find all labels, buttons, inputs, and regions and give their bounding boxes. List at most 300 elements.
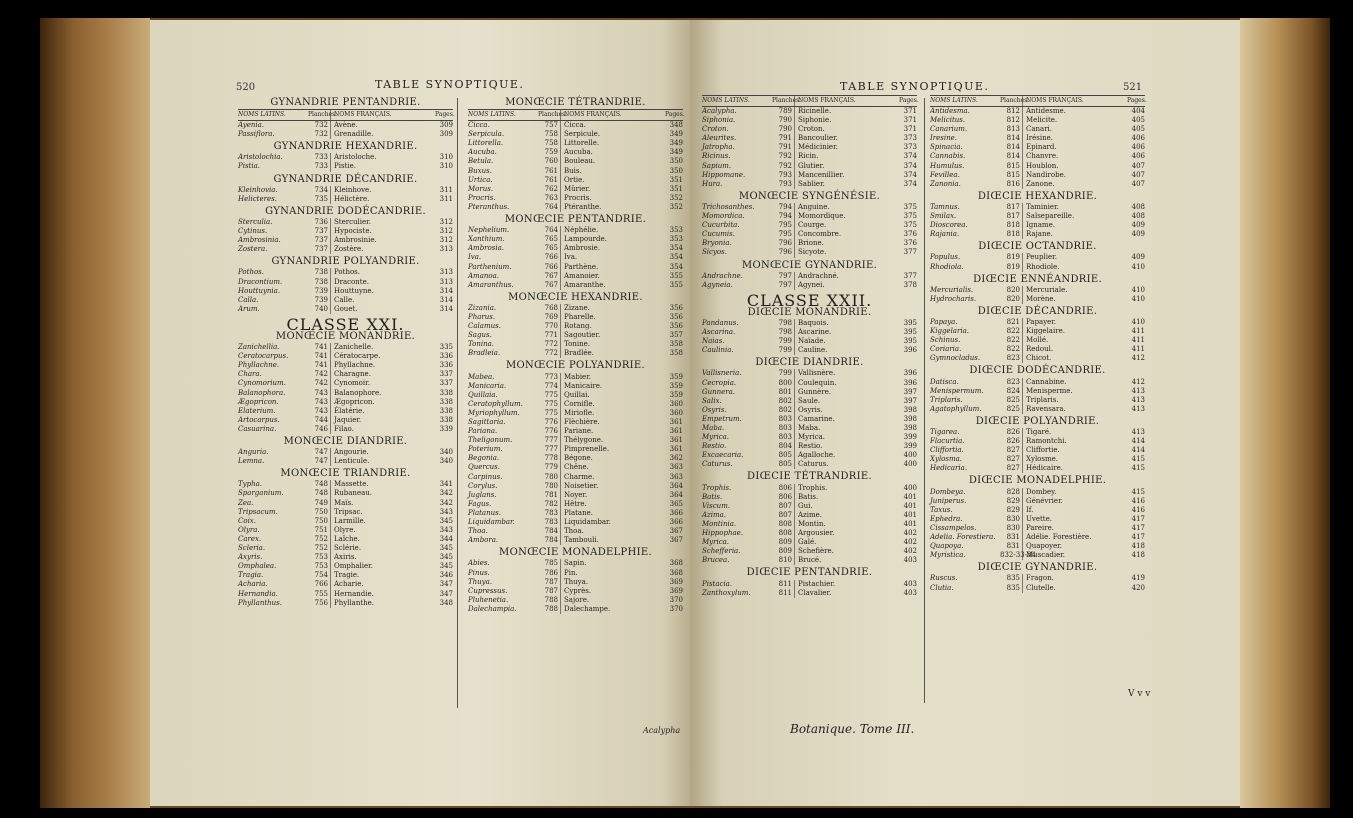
latin-name: Ambrosinia.	[238, 236, 281, 245]
table-row	[468, 482, 683, 491]
page-ref: 354	[669, 244, 683, 253]
latin-name: Artocarpus.	[238, 415, 280, 424]
latin-name: Caturus.	[702, 460, 733, 469]
section-title: MONŒCIE MONANDRIE.	[275, 330, 416, 342]
page-ref: 349	[669, 130, 683, 139]
latin-name: Cliffortia.	[930, 446, 964, 455]
plate-number: 760	[538, 157, 561, 166]
latin-name: Sapium.	[702, 161, 732, 170]
latin-name: Thuya.	[468, 577, 493, 586]
plate-number: 741	[308, 343, 331, 352]
table-row	[702, 433, 917, 442]
latin-name: Excaecaria.	[702, 451, 744, 460]
french-name: Cynomoir.	[334, 379, 370, 388]
latin-name: Dombeya.	[930, 487, 966, 496]
french-name: Flèchière.	[564, 418, 600, 426]
plate-number: 742	[308, 379, 331, 388]
french-name: Jaquier.	[334, 415, 362, 424]
french-name: Néphélie.	[564, 226, 599, 235]
page-ref: 345	[439, 516, 453, 525]
french-name: Bouleau.	[564, 157, 596, 166]
page-ref: 352	[669, 202, 683, 211]
table-row	[468, 473, 683, 482]
french-name: Sagoutier.	[564, 331, 601, 340]
french-name: Cératocarpe.	[334, 352, 381, 361]
page-ref: 350	[669, 166, 683, 175]
page-ref: 395	[903, 328, 917, 337]
page-ref: 337	[439, 379, 453, 388]
page-ref: 370	[669, 595, 683, 604]
table-row	[238, 236, 453, 245]
page-ref: 310	[439, 153, 453, 162]
page-ref: 405	[1131, 116, 1145, 125]
french-name: Galé.	[798, 538, 817, 547]
table-row	[702, 493, 917, 502]
table-row	[238, 287, 453, 296]
plate-number: 814	[1000, 143, 1023, 152]
latin-name: Pluhenetia.	[468, 595, 509, 604]
latin-name: Elaterium.	[238, 406, 276, 415]
table-row	[930, 533, 1145, 542]
plate-number: 791	[772, 143, 795, 152]
table-row	[238, 562, 453, 571]
plate-number: 737	[308, 227, 331, 236]
table-row	[702, 337, 917, 346]
column-header: NOMS LATINS.	[468, 111, 516, 119]
latin-name: Buxus.	[468, 166, 492, 175]
latin-name: Sterculia.	[238, 217, 273, 226]
page-ref: 361	[669, 445, 683, 454]
plate-number: 828	[1000, 488, 1023, 497]
french-name: Hernandie.	[334, 589, 374, 598]
plate-number: 752	[308, 544, 331, 553]
latin-name: Rajania.	[930, 230, 960, 239]
plate-number: 810	[772, 556, 795, 565]
table-row	[702, 529, 917, 538]
latin-name: Sagus.	[468, 331, 492, 340]
latin-name: Naias.	[702, 337, 725, 346]
table-row	[468, 272, 683, 281]
plate-number: 780	[538, 482, 561, 491]
column-divider	[924, 98, 925, 703]
french-name: Parthène.	[564, 262, 599, 271]
french-name: Andrachné.	[798, 271, 839, 280]
table-row	[468, 235, 683, 244]
french-name: Redoul.	[1026, 345, 1054, 354]
plate-number: 736	[308, 218, 331, 227]
latin-name: Pandanus.	[702, 318, 739, 327]
french-name: Chicot.	[1026, 354, 1052, 363]
section-title: DIŒCIE TÉTRANDRIE.	[747, 471, 872, 483]
table-row	[930, 125, 1145, 134]
page-ref: 420	[1131, 583, 1145, 592]
latin-name: Zea.	[238, 498, 254, 507]
latin-name: Pistacia.	[702, 579, 733, 588]
french-name: Phyllachne.	[334, 361, 376, 370]
class-title: CLASSE XXI.	[286, 314, 405, 334]
latin-name: Ceratophyllum.	[468, 399, 523, 408]
french-name: Epinard.	[1026, 143, 1057, 152]
page-ref: 337	[439, 370, 453, 379]
table-row	[702, 116, 917, 125]
table-row	[468, 509, 683, 518]
page-ref: 414	[1131, 437, 1145, 446]
page-ref: 361	[669, 427, 683, 436]
latin-name: Juglans.	[468, 490, 497, 499]
plate-number: 750	[308, 517, 331, 526]
page-ref: 347	[439, 589, 453, 598]
table-row	[930, 230, 1145, 239]
page-ref: 340	[439, 457, 453, 466]
plate-number: 777	[538, 436, 561, 445]
french-name: Hypociste.	[334, 227, 372, 236]
french-name: Médicinier.	[798, 143, 838, 152]
table-row	[702, 460, 917, 469]
page-ref: 335	[439, 343, 453, 352]
page-ref: 399	[903, 442, 917, 451]
plate-number: 741	[308, 352, 331, 361]
table-row	[468, 331, 683, 340]
table-row	[702, 580, 917, 589]
table-row	[702, 162, 917, 171]
plate-number: 812	[1000, 116, 1023, 125]
french-name: Ricinelle.	[798, 107, 832, 115]
latin-name: Pothos.	[238, 268, 264, 277]
french-name: Chêne.	[564, 463, 589, 472]
section-title: MONŒCIE HEXANDRIE.	[508, 291, 643, 303]
latin-name: Abies.	[468, 559, 490, 568]
plate-number: 805	[772, 451, 795, 460]
plate-number: 811	[772, 580, 795, 589]
latin-name: Hura.	[702, 179, 723, 188]
page-ref: 419	[1131, 574, 1145, 583]
french-name: Montin.	[798, 519, 826, 528]
section-title: DIŒCIE OCTANDRIE.	[978, 241, 1097, 253]
french-name: Manicaire.	[564, 381, 603, 390]
latin-name: Antidesma.	[930, 107, 970, 115]
section-title: GYNANDRIE HEXANDRIE.	[273, 141, 418, 153]
latin-name: Quapoya.	[930, 542, 964, 551]
table-row	[930, 162, 1145, 171]
french-name: Myrica.	[798, 433, 826, 442]
latin-name: Melicitus.	[930, 116, 966, 125]
table-row	[930, 396, 1145, 405]
plate-number: 758	[538, 139, 561, 148]
page-ref: 312	[439, 236, 453, 245]
latin-name: Flacurtia.	[930, 437, 965, 446]
latin-name: Sparganium.	[238, 489, 284, 498]
plate-number: 835	[1000, 584, 1023, 593]
latin-name: Rhodiola.	[930, 262, 964, 271]
french-name: Clavalier.	[798, 588, 832, 597]
plate-number: 797	[772, 281, 795, 290]
plate-number: 741	[308, 361, 331, 370]
section-title: MONŒCIE MONADELPHIE.	[499, 547, 652, 559]
plate-number: 751	[308, 526, 331, 535]
latin-name: Tonina.	[468, 340, 494, 349]
column-header: Planches.	[772, 97, 802, 104]
page-ref: 399	[903, 433, 917, 442]
plate-number: 815	[1000, 171, 1023, 180]
plate-number: 775	[538, 400, 561, 409]
plate-number: 732	[308, 130, 331, 139]
signature-mark: V v v	[1128, 689, 1151, 699]
plate-number: 765	[538, 235, 561, 244]
plate-number: 807	[772, 511, 795, 520]
table-row	[702, 520, 917, 529]
table-header	[468, 109, 683, 121]
latin-name: Taxus.	[930, 505, 953, 514]
latin-name: Axyris.	[238, 553, 263, 562]
page-ref: 371	[903, 116, 917, 125]
french-name: Saule.	[798, 396, 821, 405]
latin-name: Montinia.	[702, 519, 737, 528]
page-ref: 362	[669, 454, 683, 463]
table-row	[468, 382, 683, 391]
latin-name: Osyris.	[702, 405, 727, 414]
table-row	[468, 436, 683, 445]
french-name: Camarine.	[798, 414, 835, 423]
plate-number: 787	[538, 587, 561, 596]
table-row	[468, 445, 683, 454]
plate-number: 758	[538, 130, 561, 139]
latin-name: Empetrum.	[702, 414, 742, 423]
latin-name: Cicca.	[468, 121, 490, 130]
page-ref: 401	[903, 519, 917, 528]
french-name: Xylosme.	[1026, 455, 1058, 464]
french-name: Siphonie.	[798, 116, 832, 125]
latin-name: Dioscorea.	[930, 221, 968, 230]
latin-name: Croton.	[702, 125, 729, 134]
table-row	[468, 203, 683, 212]
table-row	[930, 464, 1145, 473]
french-name: Pistie.	[334, 162, 356, 171]
french-name: Zanichelle.	[334, 343, 374, 352]
plate-number: 764	[538, 203, 561, 212]
page-ref: 374	[903, 161, 917, 170]
plate-number: 802	[772, 397, 795, 406]
table-row	[238, 489, 453, 498]
french-name: Amaranthe.	[564, 280, 606, 289]
french-name: Buis.	[564, 166, 582, 175]
latin-name: Platanus.	[468, 508, 501, 517]
french-name: Baquois.	[798, 318, 829, 327]
page-ref: 343	[439, 525, 453, 534]
french-name: Sapin.	[564, 559, 587, 568]
french-name: Brucé.	[798, 556, 822, 565]
table-row	[238, 448, 453, 457]
french-name: Mercuriale.	[1026, 285, 1068, 294]
plate-number: 796	[772, 239, 795, 248]
page-ref: 344	[439, 534, 453, 543]
french-name: Pothos.	[334, 268, 360, 277]
page-ref: 408	[1131, 212, 1145, 221]
section-title: MONŒCIE PENTANDRIE.	[504, 214, 647, 226]
plate-number: 784	[538, 527, 561, 536]
french-name: Pistachier.	[798, 579, 836, 588]
french-name: Mollé.	[1026, 336, 1049, 345]
latin-name: Cytinus.	[238, 227, 268, 236]
latin-name: Myriophyllum.	[468, 408, 520, 417]
french-name: Caturus.	[798, 460, 829, 469]
table-row	[468, 373, 683, 382]
page-ref: 401	[903, 510, 917, 519]
table-row	[238, 296, 453, 305]
latin-name: Hippophae.	[702, 529, 744, 538]
plate-number: 827	[1000, 455, 1023, 464]
french-name: Sablier.	[798, 179, 825, 188]
table-row	[238, 162, 453, 171]
latin-name: Calla.	[238, 295, 259, 304]
page-ref: 338	[439, 388, 453, 397]
french-name: Thoa.	[564, 527, 584, 536]
latin-name: Iva.	[468, 253, 482, 262]
page-ref: 410	[1131, 294, 1145, 303]
latin-name: Myrica.	[702, 538, 730, 547]
plate-number: 802	[772, 406, 795, 415]
plate-number: 764	[538, 226, 561, 235]
table-row	[930, 354, 1145, 363]
page-ref: 415	[1131, 455, 1145, 464]
table-row	[238, 352, 453, 361]
plate-number: 785	[538, 559, 561, 568]
page-ref: 371	[903, 125, 917, 134]
french-name: Peuplier.	[1026, 253, 1057, 262]
plate-number: 738	[308, 268, 331, 277]
table-row	[702, 248, 917, 257]
page-ref: 411	[1131, 327, 1145, 336]
table-row	[468, 418, 683, 427]
plate-number: 766	[538, 253, 561, 262]
french-name: Naïade.	[798, 337, 826, 346]
latin-name: Begonia.	[468, 454, 500, 463]
table-row	[238, 535, 453, 544]
french-name: Sclérie.	[334, 544, 362, 553]
table-row	[702, 171, 917, 180]
french-name: Thélygone.	[564, 436, 604, 445]
page-ref: 363	[669, 472, 683, 481]
page-ref: 409	[1131, 230, 1145, 239]
column-header: NOMS LATINS.	[930, 97, 978, 104]
table-row	[468, 185, 683, 194]
table-header	[238, 109, 453, 121]
page-ref: 417	[1131, 523, 1145, 532]
plate-number: 772	[538, 340, 561, 349]
table-header	[930, 95, 1145, 107]
page-ref: 356	[669, 312, 683, 321]
french-name: Liquidambar.	[564, 518, 611, 527]
french-name: Triplaris.	[1026, 395, 1059, 404]
page-ref: 415	[1131, 464, 1145, 473]
page-ref: 354	[669, 253, 683, 262]
table-row	[930, 428, 1145, 437]
page-ref: 345	[439, 544, 453, 553]
french-name: Dombey.	[1026, 487, 1057, 496]
table-row	[468, 322, 683, 331]
latin-name: Dalechampia.	[468, 604, 517, 613]
page-ref: 369	[669, 577, 683, 586]
french-name: Menisperme.	[1026, 386, 1073, 395]
latin-name: Zanonia.	[930, 179, 961, 188]
french-name: Cornifle.	[564, 399, 595, 408]
page-ref: 368	[669, 568, 683, 577]
page-ref: 347	[439, 580, 453, 589]
column-header: Pages.	[899, 97, 919, 104]
section-title: GYNANDRIE PENTANDRIE.	[270, 97, 421, 108]
latin-name: Pariana.	[468, 427, 498, 436]
french-name: Papayer.	[1026, 317, 1057, 326]
table-row	[238, 571, 453, 580]
page-ref: 418	[1131, 542, 1145, 551]
french-name: Ramontchi.	[1026, 437, 1067, 446]
latin-name: Trichosanthes.	[702, 202, 755, 211]
section-title: DIŒCIE MONANDRIE.	[747, 306, 872, 318]
plate-number: 742	[308, 370, 331, 379]
column-header: NOMS LATINS.	[702, 97, 750, 104]
plate-number: 803	[772, 424, 795, 433]
table-row	[702, 328, 917, 337]
page-ref: 416	[1131, 505, 1145, 514]
table-row	[468, 409, 683, 418]
french-name: Hêtre.	[564, 499, 587, 508]
plate-number: 799	[772, 369, 795, 378]
plate-number: 744	[308, 416, 331, 425]
plate-number: 755	[308, 590, 331, 599]
plate-number: 808	[772, 520, 795, 529]
latin-name: Poterium.	[468, 445, 503, 454]
page-ref: 367	[669, 527, 683, 536]
table-row	[702, 346, 917, 355]
table-row	[238, 268, 453, 277]
latin-name: Canarium.	[930, 125, 968, 134]
table-row	[468, 491, 683, 500]
table-row	[468, 263, 683, 272]
table-row	[702, 180, 917, 189]
table-row	[468, 559, 683, 568]
latin-name: Acalypha.	[702, 107, 737, 115]
french-name: Pin.	[564, 568, 578, 577]
latin-name: Cecropia.	[702, 378, 737, 387]
table-row	[238, 305, 453, 314]
plate-number: 826	[1000, 428, 1023, 437]
french-name: Bégone.	[564, 454, 593, 463]
latin-name: Ayenia.	[238, 121, 265, 130]
page-ref: 373	[903, 143, 917, 152]
page-ref: 406	[1131, 134, 1145, 143]
table-row	[468, 130, 683, 139]
column-header: Pages.	[1127, 97, 1147, 104]
french-name: Gui.	[798, 501, 813, 510]
page-ref: 400	[903, 483, 917, 492]
french-name: Zanone.	[1026, 179, 1055, 188]
table-row	[930, 584, 1145, 593]
french-name: Aristoloche.	[334, 153, 377, 162]
french-name: Nandirobe.	[1026, 170, 1066, 179]
page-ref: 338	[439, 415, 453, 424]
page-ref: 356	[669, 322, 683, 331]
plate-number: 831	[1000, 533, 1023, 542]
french-name: Procris.	[564, 193, 592, 202]
french-name: Ambrosie.	[564, 244, 600, 253]
plate-number: 733	[308, 153, 331, 162]
table-row	[238, 425, 453, 434]
latin-name: Tragia.	[238, 571, 264, 580]
plate-number: 737	[308, 245, 331, 254]
latin-name: Mabea.	[468, 372, 495, 381]
page-ref: 397	[903, 396, 917, 405]
column-header: Planches.	[1000, 97, 1030, 104]
catchword: Acalypha	[643, 726, 681, 735]
